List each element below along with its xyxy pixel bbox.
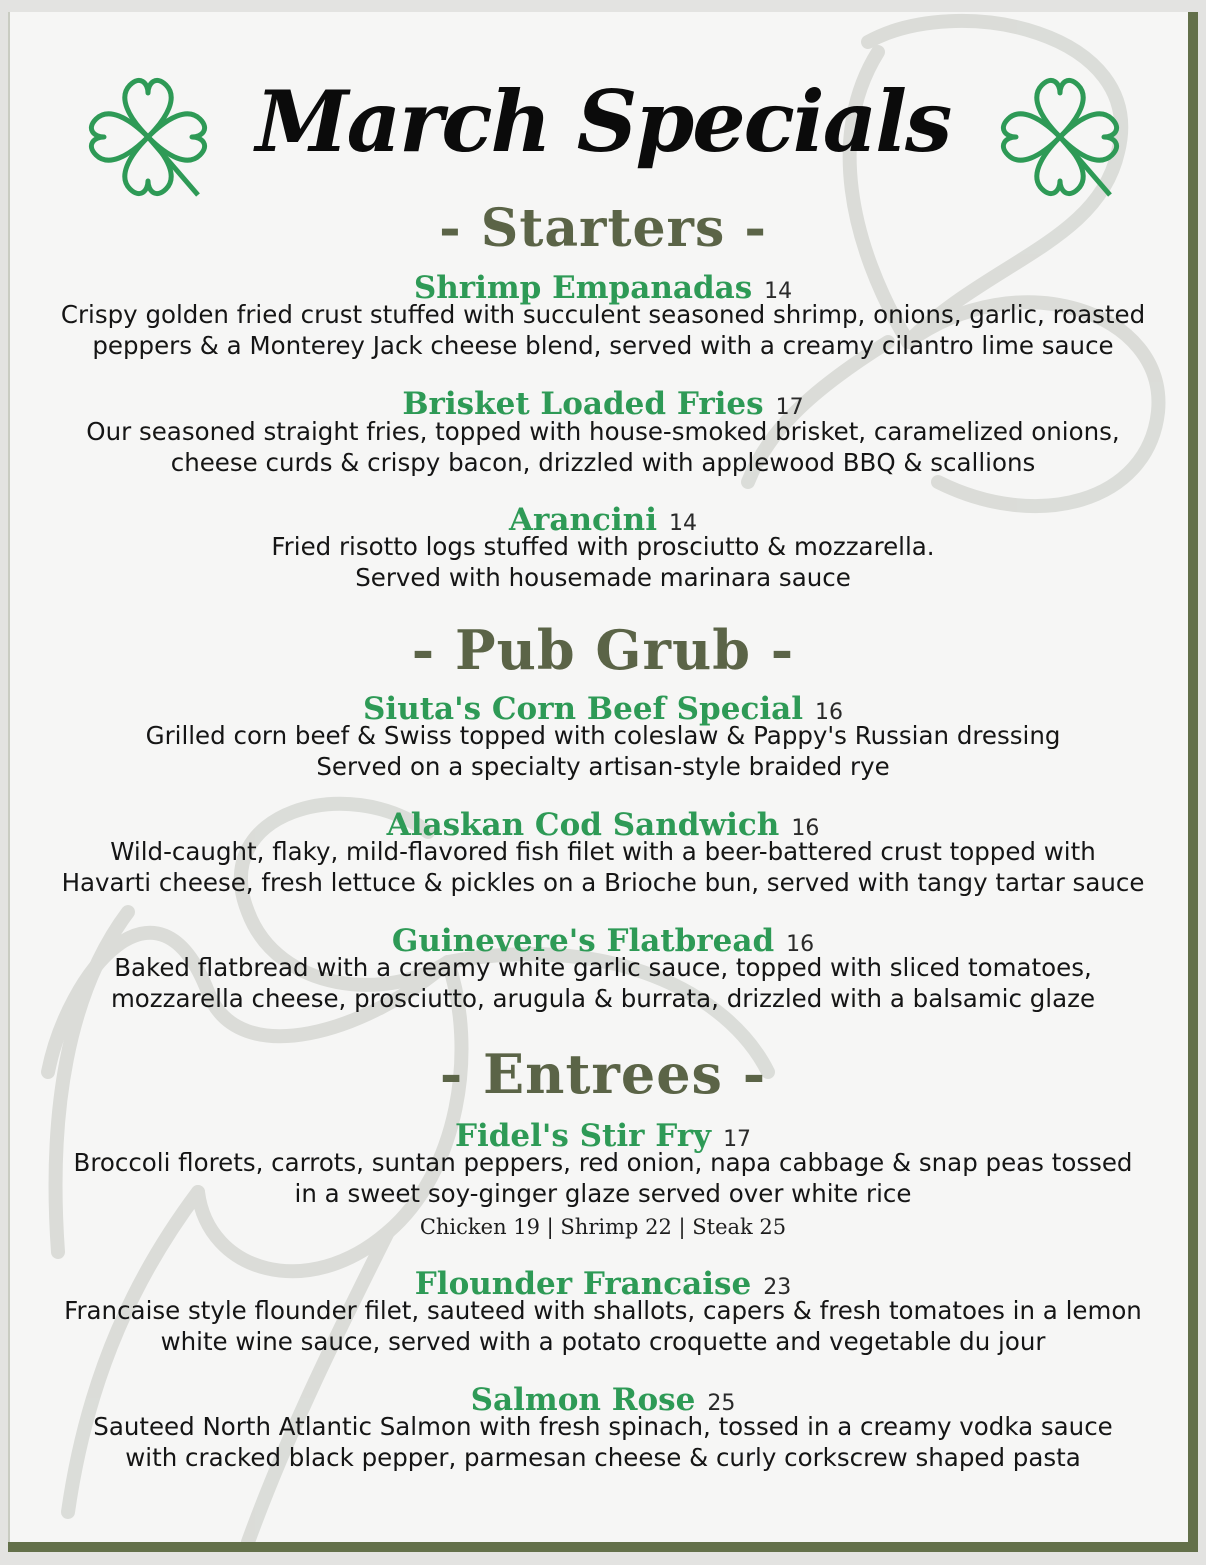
item-name: Siuta's Corn Beef Special 16 [363,691,843,727]
item-name: Shrimp Empanadas 14 [413,270,793,306]
protein-options: Chicken 19 | Shrimp 22 | Steak 25 [419,1215,787,1239]
item-name: Arancini 14 [509,502,697,538]
item-name: Fidel's Stir Fry 17 [454,1118,752,1154]
item-description: Wild-caught, flaky, mild-flavored fish filet with a beer-battered crust topped with Havarti cheese, fresh lettuce & pickles on a Brioche bun, served with tangy tartar sauce [61,837,1145,897]
item-price: 14 [764,279,793,304]
item-price: 16 [814,700,843,725]
item-name: Salmon Rose 25 [470,1382,736,1418]
item-description: Fried risotto logs stuffed with prosciutto & mozzarella. Served with housemade marinara sauce [271,532,935,592]
section-heading-starters: - Starters - [439,198,767,259]
item-description: Broccoli florets, carrots, suntan peppers, red onion, napa cabbage & snap peas tossed in a sweet soy-ginger glaze served over white rice [73,1148,1133,1208]
page-border-bottom [8,1542,1198,1552]
section-heading-entrees: - Entrees - [439,1042,767,1106]
item-price: 17 [775,395,804,420]
item-name: Brisket Loaded Fries 17 [402,386,804,422]
item-name: Guinevere's Flatbread 16 [391,923,815,959]
item-price: 25 [707,1391,736,1416]
item-name: Flounder Francaise 23 [414,1266,792,1302]
item-price: 16 [791,816,820,841]
item-description: Francaise style flounder filet, sauteed with shallots, capers & fresh tomatoes in a lemon white wine sauce, served with a potato croquette and vegetable du jour [64,1296,1142,1356]
item-price: 17 [723,1127,752,1152]
item-name: Alaskan Cod Sandwich 16 [386,807,820,843]
item-description: Our seasoned straight fries, topped with house-smoked brisket, caramelized onions, cheese curds & crispy bacon, drizzled with applewood BBQ & scallions [86,417,1120,477]
section-heading-pub-grub: - Pub Grub - [411,618,795,682]
item-description: Sauteed North Atlantic Salmon with fresh spinach, tossed in a creamy vodka sauce with cracked black pepper, parmesan cheese & curly corkscrew shaped pasta [93,1412,1113,1472]
item-price: 16 [786,932,815,957]
item-description: Baked flatbread with a creamy white garlic sauce, topped with sliced tomatoes, mozzarella cheese, prosciutto, arugula & burrata, drizzled with a balsamic glaze [110,953,1096,1013]
menu-page [8,12,1198,1552]
page-title: March Specials [255,72,951,171]
item-price: 14 [668,511,697,536]
page-border-right [1188,12,1198,1552]
item-description: Crispy golden fried crust stuffed with succulent seasoned shrimp, onions, garlic, roasted peppers & a Monterey Jack cheese blend, served with a creamy cilantro lime sauce [60,300,1146,360]
page-border-left [8,12,10,1552]
item-description: Grilled corn beef & Swiss topped with coleslaw & Pappy's Russian dressing Served on a specialty artisan-style braided rye [145,721,1061,781]
item-price: 23 [763,1275,792,1300]
